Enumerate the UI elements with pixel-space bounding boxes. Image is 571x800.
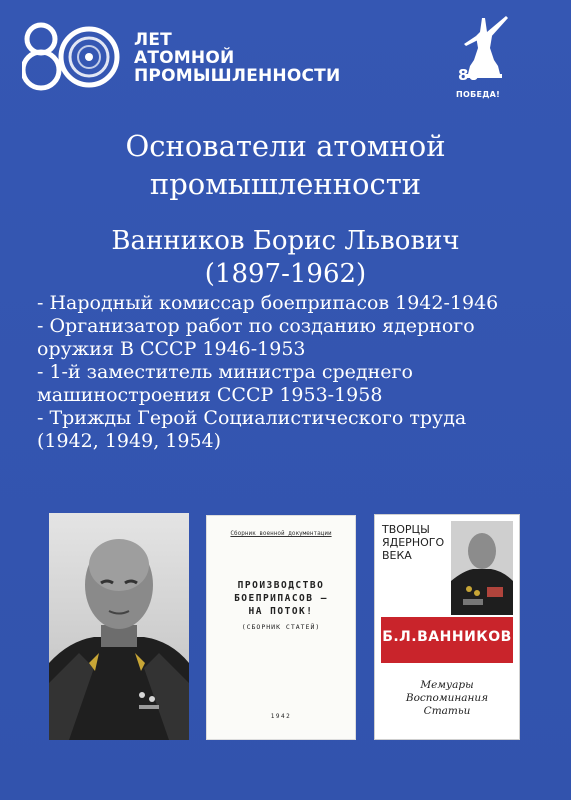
doc-subtitle: (СБОРНИК СТАТЕЙ) [241,623,321,631]
portrait-photo [49,513,189,740]
bio-line: - Трижды Герой Социалистического труда [37,407,467,429]
logo-caption [134,31,340,85]
book-subtitle-line: Статьи [423,705,471,717]
person-years: (1897-1962) [204,259,367,289]
book-portrait [451,521,513,615]
book-series-line: ВЕКА [382,549,412,562]
bio-line: - Народный комиссар боеприпасов 1942-1946 [37,292,499,314]
doc-header: Сборник военной документации [230,530,332,537]
person-name: Ванников Борис Львович [111,226,460,256]
page-title-line-1: Основатели атомной [125,129,446,163]
bio-line: (1942, 1949, 1954) [37,430,222,452]
doc-title-line-2: БОЕПРИПАСОВ — [234,593,328,604]
doc-title-line-3: НА ПОТОК! [248,606,314,617]
doc-title-line-1: ПРОИЗВОДСТВО [237,580,325,591]
book-subtitle-line: Воспоминания [405,692,489,704]
book-subtitle-line: Мемуары [420,679,474,691]
biography [37,292,557,453]
bio-line: машиностроения СССР 1953-1958 [37,384,383,406]
victory-word: ПОБЕДА! [456,90,501,99]
bio-line: - Организатор работ по созданию ядерного [37,315,475,337]
book-series-line: ТВОРЦЫ [382,523,430,536]
book-series [382,523,444,562]
book-author: Б.Л.ВАННИКОВ [382,629,512,645]
book-series-line: ЯДЕРНОГО [382,536,445,549]
document-cover-image [206,515,356,740]
doc-year: 1942 [270,713,292,720]
bio-line: оружия В СССР 1946-1953 [37,338,306,360]
page-title-line-2: промышленности [149,167,422,201]
book-cover-image [374,514,520,740]
logo-line-2: АТОМНОЙ [134,48,235,68]
victory-number: 80 [458,66,479,84]
logo-line-3: ПРОМЫШЛЕННОСТИ [134,66,341,86]
bio-line: - 1-й заместитель министра среднего [37,361,413,383]
eighty-years-logo [22,20,122,94]
logo-line-1: ЛЕТ [134,30,172,50]
